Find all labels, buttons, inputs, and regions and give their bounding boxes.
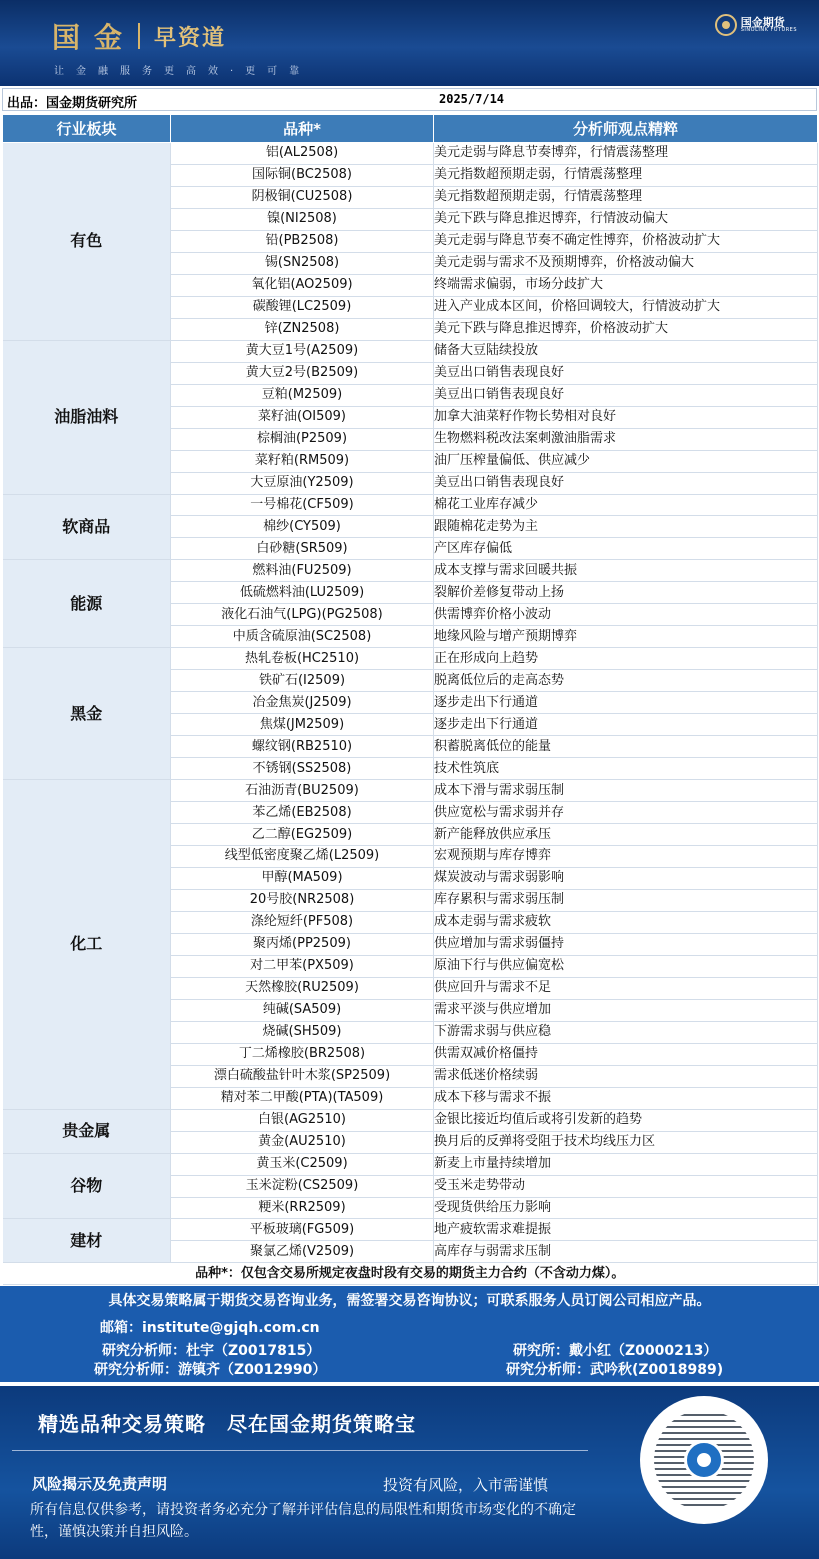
sector-name: 有色 — [3, 143, 171, 341]
analyst-view-cell: 供应增加与需求弱僵持 — [434, 933, 818, 955]
analyst-view-cell: 换月后的反弹将受阻于技术均线压力区 — [434, 1131, 818, 1153]
table-row — [3, 494, 818, 516]
slogan: 让金融服务更高效·更可靠 — [54, 66, 312, 77]
variety-cell: 聚丙烯(PP2509) — [171, 933, 434, 955]
variety-cell: 白砂糖(SR509) — [171, 538, 434, 560]
variety-cell: 螺纹钢(RB2510) — [171, 736, 434, 758]
analyst-view-cell: 美豆出口销售表现良好 — [434, 362, 818, 384]
variety-cell: 锡(SN2508) — [171, 252, 434, 274]
variety-cell: 黄玉米(C2509) — [171, 1153, 434, 1175]
analyst-view-cell: 成本下移与需求不振 — [434, 1087, 818, 1109]
variety-cell: 一号棉花(CF509) — [171, 494, 434, 516]
analyst-view-cell: 供应宽松与需求弱并存 — [434, 802, 818, 824]
analyst-view-cell: 成本支撑与需求回暖共振 — [434, 560, 818, 582]
analyst-view-cell: 美元下跌与降息推迟博弈，行情波动偏大 — [434, 208, 818, 230]
variety-cell: 菜籽油(OI509) — [171, 406, 434, 428]
variety-cell: 低硫燃料油(LU2509) — [171, 582, 434, 604]
table-row — [3, 560, 818, 582]
variety-cell: 棕榈油(P2509) — [171, 428, 434, 450]
qr-code-icon[interactable] — [640, 1396, 768, 1524]
email-link[interactable]: 邮箱：institute@gjqh.com.cn — [100, 1320, 320, 1336]
analyst-view-cell: 加拿大油菜籽作物长势相对良好 — [434, 406, 818, 428]
qr-logo-icon — [684, 1440, 724, 1480]
header-view: 分析师观点精粹 — [434, 115, 818, 143]
header-sector: 行业板块 — [3, 115, 171, 143]
footnote: 品种*：仅包含交易所规定夜盘时段有交易的期货主力合约（不含动力煤）。 — [3, 1263, 818, 1285]
analyst-view-cell: 正在形成向上趋势 — [434, 648, 818, 670]
logo-en: SINOLINK FUTURES — [740, 27, 797, 34]
sector-name: 能源 — [3, 560, 171, 648]
company-logo — [715, 14, 797, 36]
analyst-view-cell: 煤炭波动与需求弱影响 — [434, 867, 818, 889]
variety-cell: 粳米(RR2509) — [171, 1197, 434, 1219]
analyst-view-cell: 脱离低位后的走高态势 — [434, 670, 818, 692]
variety-cell: 中质含硫原油(SC2508) — [171, 626, 434, 648]
advisory-text: 具体交易策略属于期货交易咨询业务，需签署交易咨询协议；可联系服务人员订阅公司相应产品。 — [108, 1293, 711, 1309]
table-row — [3, 1219, 818, 1241]
variety-cell: 玉米淀粉(CS2509) — [171, 1175, 434, 1197]
analyst-view-cell: 供需双减价格僵持 — [434, 1043, 818, 1065]
analyst-wu-yinqiu: 研究分析师：武吟秋(Z0018989) — [506, 1362, 724, 1378]
variety-cell: 丁二烯橡胶(BR2508) — [171, 1043, 434, 1065]
footnote-row — [3, 1263, 818, 1285]
variety-cell: 纯碱(SA509) — [171, 999, 434, 1021]
variety-cell: 黄大豆2号(B2509) — [171, 362, 434, 384]
analyst-view-cell: 受玉米走势带动 — [434, 1175, 818, 1197]
variety-cell: 冶金焦炭(J2509) — [171, 692, 434, 714]
analyst-view-cell: 进入产业成本区间，价格回调较大，行情波动扩大 — [434, 296, 818, 318]
footer-banner — [0, 1386, 819, 1559]
variety-cell: 涤纶短纤(PF508) — [171, 911, 434, 933]
variety-cell: 苯乙烯(EB2508) — [171, 802, 434, 824]
analyst-view-cell: 供应回升与需求不足 — [434, 977, 818, 999]
analyst-view-cell: 棉花工业库存减少 — [434, 494, 818, 516]
variety-cell: 国际铜(BC2508) — [171, 164, 434, 186]
variety-cell: 豆粕(M2509) — [171, 384, 434, 406]
analyst-view-cell: 美元指数超预期走弱，行情震荡整理 — [434, 164, 818, 186]
analyst-view-cell: 金银比接近均值后或将引发新的趋势 — [434, 1109, 818, 1131]
analyst-view-cell: 成本下滑与需求弱压制 — [434, 780, 818, 802]
logo-icon — [715, 14, 737, 36]
variety-cell: 黄大豆1号(A2509) — [171, 340, 434, 362]
table-row — [3, 1153, 818, 1175]
analyst-view-cell: 积蓄脱离低位的能量 — [434, 736, 818, 758]
brand-divider — [138, 23, 140, 49]
sector-name: 化工 — [3, 780, 171, 1110]
variety-cell: 聚氯乙烯(V2509) — [171, 1241, 434, 1263]
variety-cell: 燃料油(FU2509) — [171, 560, 434, 582]
variety-cell: 黄金(AU2510) — [171, 1131, 434, 1153]
info-row — [2, 88, 817, 111]
analyst-view-cell: 终端需求偏弱，市场分歧扩大 — [434, 274, 818, 296]
brand-subtitle: 早资道 — [154, 25, 227, 51]
table-row — [3, 648, 818, 670]
sector-name: 软商品 — [3, 494, 171, 560]
sector-name: 贵金属 — [3, 1109, 171, 1153]
table-row — [3, 1109, 818, 1131]
variety-cell: 线型低密度聚乙烯(L2509) — [171, 846, 434, 868]
analyst-you-zhenqi: 研究分析师：游镇齐（Z0012990） — [94, 1362, 327, 1378]
variety-cell: 铁矿石(I2509) — [171, 670, 434, 692]
variety-cell: 对二甲苯(PX509) — [171, 955, 434, 977]
variety-cell: 铝(AL2508) — [171, 143, 434, 165]
table-row — [3, 143, 818, 165]
analyst-view-cell: 美豆出口销售表现良好 — [434, 472, 818, 494]
strategy-table — [2, 114, 818, 1285]
variety-cell: 菜籽粕(RM509) — [171, 450, 434, 472]
analyst-view-cell: 供需博弈价格小波动 — [434, 604, 818, 626]
analyst-view-cell: 产区库存偏低 — [434, 538, 818, 560]
variety-cell: 焦煤(JM2509) — [171, 714, 434, 736]
analyst-du-yu: 研究分析师：杜宇（Z0017815） — [102, 1343, 321, 1359]
institute-dai-xiaohong: 研究所：戴小红（Z0000213） — [513, 1343, 718, 1359]
disclaimer: 所有信息仅供参考，请投资者务必充分了解并评估信息的局限性和期货市场变化的不确定性，谨慎决策并自担风险。 — [30, 1502, 576, 1540]
variety-cell: 阴极铜(CU2508) — [171, 186, 434, 208]
variety-cell: 镍(NI2508) — [171, 208, 434, 230]
variety-cell: 烧碱(SH509) — [171, 1021, 434, 1043]
risk-warning: 投资有风险，入市需谨慎 — [383, 1476, 549, 1494]
analyst-view-cell: 高库存与弱需求压制 — [434, 1241, 818, 1263]
variety-cell: 热轧卷板(HC2510) — [171, 648, 434, 670]
variety-cell: 甲醇(MA509) — [171, 867, 434, 889]
variety-cell: 天然橡胶(RU2509) — [171, 977, 434, 999]
sector-name: 建材 — [3, 1219, 171, 1263]
header-variety: 品种* — [171, 115, 434, 143]
sector-name: 谷物 — [3, 1153, 171, 1219]
analyst-view-cell: 新产能释放供应承压 — [434, 824, 818, 846]
divider — [12, 1450, 588, 1451]
footer-tagline: 精选品种交易策略 尽在国金期货策略宝 — [38, 1412, 416, 1436]
analyst-view-cell: 宏观预期与库存博弈 — [434, 846, 818, 868]
variety-cell: 平板玻璃(FG509) — [171, 1219, 434, 1241]
variety-cell: 棉纱(CY509) — [171, 516, 434, 538]
analyst-view-cell: 油厂压榨量偏低、供应减少 — [434, 450, 818, 472]
analyst-view-cell: 成本走弱与需求疲软 — [434, 911, 818, 933]
table-body — [3, 143, 818, 1263]
analyst-view-cell: 生物燃料税改法案刺激油脂需求 — [434, 428, 818, 450]
variety-cell: 精对苯二甲酸(PTA)(TA509) — [171, 1087, 434, 1109]
analyst-view-cell: 库存累积与需求弱压制 — [434, 889, 818, 911]
variety-cell: 大豆原油(Y2509) — [171, 472, 434, 494]
analyst-view-cell: 美豆出口销售表现良好 — [434, 384, 818, 406]
variety-cell: 液化石油气(LPG)(PG2508) — [171, 604, 434, 626]
variety-cell: 乙二醇(EG2509) — [171, 824, 434, 846]
analyst-view-cell: 裂解价差修复带动上扬 — [434, 582, 818, 604]
table-header-row — [3, 115, 818, 143]
analyst-view-cell: 地缘风险与增产预期博弈 — [434, 626, 818, 648]
analyst-view-cell: 需求低迷价格续弱 — [434, 1065, 818, 1087]
variety-cell: 碳酸锂(LC2509) — [171, 296, 434, 318]
risk-title: 风险揭示及免责声明 — [32, 1475, 168, 1493]
analyst-view-cell: 原油下行与供应偏宽松 — [434, 955, 818, 977]
analyst-view-cell: 逐步走出下行通道 — [434, 692, 818, 714]
analyst-view-cell: 地产疲软需求难提振 — [434, 1219, 818, 1241]
variety-cell: 氧化铝(AO2509) — [171, 274, 434, 296]
analyst-view-cell: 技术性筑底 — [434, 758, 818, 780]
analyst-view-cell: 需求平淡与供应增加 — [434, 999, 818, 1021]
header-banner — [0, 0, 819, 86]
analyst-view-cell: 逐步走出下行通道 — [434, 714, 818, 736]
table-row — [3, 780, 818, 802]
report-date: 2025/7/14 — [439, 92, 505, 106]
table-row — [3, 340, 818, 362]
variety-cell: 铅(PB2508) — [171, 230, 434, 252]
contact-section — [0, 1286, 819, 1382]
variety-cell: 白银(AG2510) — [171, 1109, 434, 1131]
analyst-view-cell: 美元指数超预期走弱，行情震荡整理 — [434, 186, 818, 208]
analyst-view-cell: 下游需求弱与供应稳 — [434, 1021, 818, 1043]
variety-cell: 不锈钢(SS2508) — [171, 758, 434, 780]
sector-name: 油脂油料 — [3, 340, 171, 494]
analyst-view-cell: 美元走弱与降息节奏不确定性博弈，价格波动扩大 — [434, 230, 818, 252]
variety-cell: 石油沥青(BU2509) — [171, 780, 434, 802]
brand-name: 国金 — [52, 21, 137, 54]
variety-cell: 20号胶(NR2508) — [171, 889, 434, 911]
analyst-view-cell: 新麦上市量持续增加 — [434, 1153, 818, 1175]
analyst-view-cell: 跟随棉花走势为主 — [434, 516, 818, 538]
variety-cell: 漂白硫酸盐针叶木浆(SP2509) — [171, 1065, 434, 1087]
analyst-view-cell: 美元下跌与降息推迟博弈，价格波动扩大 — [434, 318, 818, 340]
sector-name: 黑金 — [3, 648, 171, 780]
analyst-view-cell: 受现货供给压力影响 — [434, 1197, 818, 1219]
producer-label: 出品：国金期货研究所 — [7, 96, 138, 111]
brand — [52, 18, 226, 54]
analyst-view-cell: 美元走弱与需求不及预期博弈，价格波动偏大 — [434, 252, 818, 274]
variety-cell: 锌(ZN2508) — [171, 318, 434, 340]
logo-cn: 国金期货 — [740, 15, 785, 29]
analyst-view-cell: 储备大豆陆续投放 — [434, 340, 818, 362]
analyst-view-cell: 美元走弱与降息节奏博弈，行情震荡整理 — [434, 143, 818, 165]
